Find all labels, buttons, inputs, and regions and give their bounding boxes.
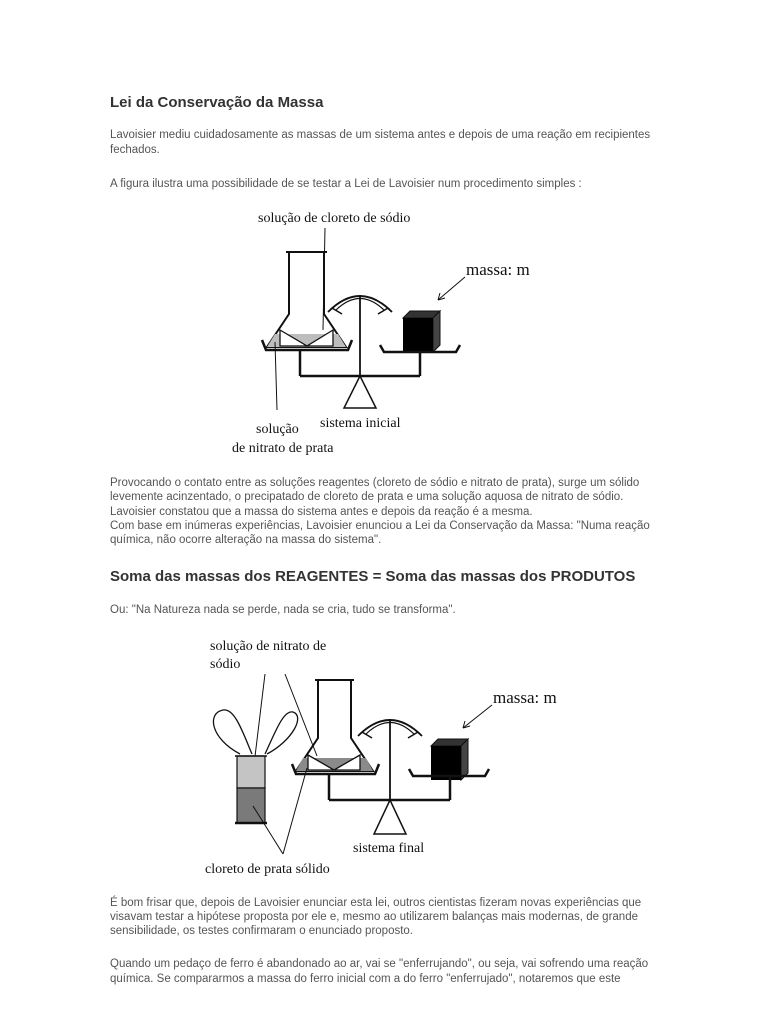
- paragraph-line-3: Lavoisier constatou que a massa do sistema antes e depois da reação é a mesma.: [110, 506, 533, 518]
- empty-flask-icon: [213, 710, 297, 754]
- quote: Ou: "Na Natureza nada se perde, nada se cria, tudo se transforma".: [110, 604, 456, 616]
- pointer-line: [275, 342, 277, 410]
- intro-line-1: Lavoisier mediu cuidadosamente as massas de um sistema antes e depois de uma reação em recipientes: [110, 129, 651, 141]
- label-sodium: sódio: [210, 657, 241, 672]
- label-sodium-chloride: solução de cloreto de sódio: [258, 211, 411, 226]
- label-solution: solução: [256, 422, 299, 437]
- balance-hook-icon: [358, 719, 422, 800]
- law-heading: Soma das massas dos REAGENTES = Soma das massas dos PRODUTOS: [110, 568, 636, 585]
- paragraph3-line-1: É bom frisar que, depois de Lavoisier enunciar esta lei, outros cientistas fizeram novas experiências que: [110, 897, 642, 909]
- section-title: Lei da Conservação da Massa: [110, 94, 324, 111]
- paragraph4-line-2: química. Se compararmos a massa do ferro inicial com a do ferro "enferrujado", notaremos que este: [110, 973, 621, 985]
- paragraph-line-4: Com base em inúmeras experiências, Lavoisier enunciou a Lei da Conservação da Massa: "Numa reação: [110, 520, 650, 532]
- label-sodium-nitrate: solução de nitrato de: [210, 639, 327, 654]
- label-initial-system: sistema inicial: [320, 416, 401, 431]
- label-mass: massa: m: [466, 260, 530, 279]
- paragraph-line-5: química, não ocorre alteração na massa do sistema".: [110, 534, 382, 546]
- label-silver-chloride: cloreto de prata sólido: [205, 862, 330, 877]
- label-silver-nitrate: de nitrato de prata: [232, 441, 334, 456]
- label-final-system: sistema final: [353, 841, 425, 856]
- weight-cube-icon: [431, 739, 468, 780]
- pointer-line: [253, 806, 283, 854]
- paragraph4-line-1: Quando um pedaço de ferro é abandonado ao ar, vai se "enferrujando", ou seja, vai sofrendo uma reação: [110, 958, 649, 970]
- flask-icon: [267, 252, 346, 347]
- paragraph-line-1: Provocando o contato entre as soluções reagentes (cloreto de sódio e nitrato de prata), surge um sólido: [110, 477, 640, 489]
- flask-icon: [296, 680, 373, 771]
- mass-arrow: [438, 277, 465, 300]
- fulcrum-icon: [344, 376, 376, 408]
- mass-arrow: [463, 705, 492, 728]
- paragraph3-line-3: sensibilidade, os testes confirmaram o enunciado proposto.: [110, 925, 414, 937]
- test-tube-icon: [235, 756, 267, 823]
- intro-line-2: fechados.: [110, 144, 160, 156]
- paragraph3-line-2: visavam testar a hipótese proposta por ele e, mesmo ao utilizarem balanças mais modernas, de grande: [110, 911, 638, 923]
- label-mass: massa: m: [493, 688, 557, 707]
- pointer-line: [285, 674, 317, 756]
- weight-cube-icon: [403, 311, 440, 352]
- fulcrum-icon: [374, 800, 406, 834]
- figure-final-system: [195, 628, 585, 882]
- paragraph-line-2: levemente acinzentado, o precipatado de cloreto de prata e uma solução aquosa de nitrato de sódio.: [110, 491, 624, 503]
- pointer-line: [283, 768, 307, 854]
- figure-initial-system: [220, 200, 560, 462]
- figure-caption: A figura ilustra uma possibilidade de se testar a Lei de Lavoisier num procedimento simples :: [110, 178, 582, 190]
